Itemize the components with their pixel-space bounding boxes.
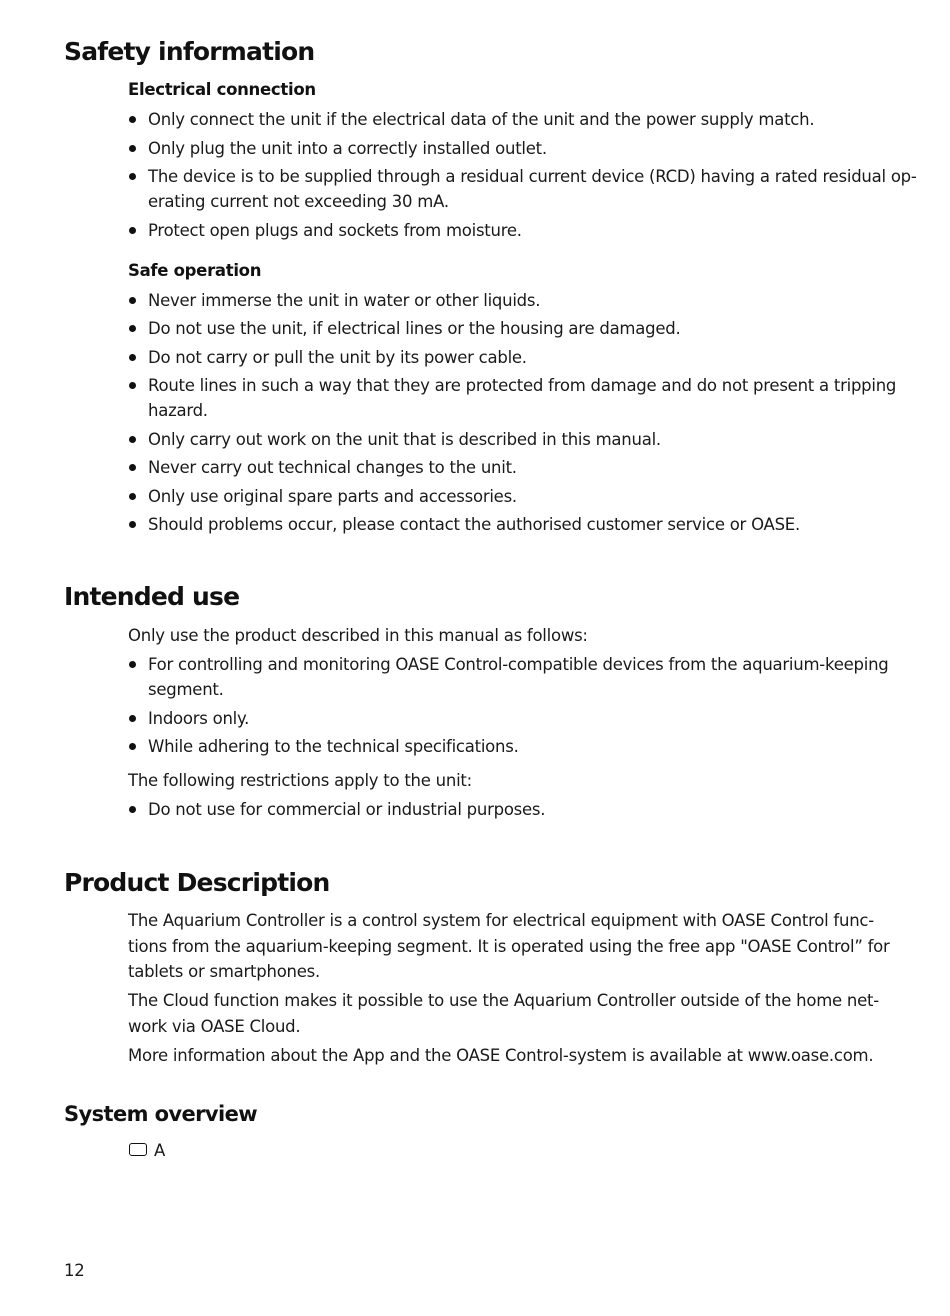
bullet-icon (129, 521, 136, 528)
bullet-icon (129, 325, 136, 332)
section-title-product-description: Product Description (64, 868, 330, 897)
bullet-icon (129, 743, 136, 750)
bullet-icon (129, 145, 136, 152)
bullet-icon (129, 354, 136, 361)
intended-use-intro: Only use the product described in this manual as follows: (128, 626, 588, 645)
product-description-paragraph-2: The Cloud function makes it possible to use the Aquarium Controller outside of the home net- work via OASE Cloud. (128, 991, 879, 1036)
bullet-icon (129, 464, 136, 471)
bullet-icon (129, 227, 136, 234)
bullet-icon (129, 715, 136, 722)
image-reference-icon (129, 1143, 147, 1156)
bullet-icon (129, 493, 136, 500)
restrictions-intro: The following restrictions apply to the unit: (128, 771, 472, 790)
bullet-icon (129, 382, 136, 389)
bullet-icon (129, 116, 136, 123)
bullet-icon (129, 661, 136, 668)
subsection-title-system-overview: System overview (64, 1102, 258, 1126)
bullet-icon (129, 806, 136, 813)
page-number: 12 (64, 1261, 85, 1280)
manual-page: Safety information Electrical connection Only connect the unit if the electrical data of the unit and the power supply match. Only plug the unit into a correctly installed outlet. The device is to be supplied through a residual current device (RCD) having a rated residual op- erating current not exceeding 30 mA. Protect open plugs and sockets from moisture. Safe operation Never immerse the unit in water or other liquids. Do not use the unit, if electrical lines or the housing are damaged. Do not carry or pull the unit by its power cable. Route lines in such a way that they are protected from damage and do not present a tripping hazard. Only carry out work on the unit that is described in this manual. Never carry out technical changes to the unit. Only use original spare parts and accessories. Should problems occur, please contact the authorised customer service or OASE. Intended use Only use the product described in this manual as follows: For controlling and monitoring OASE Control-compatible devices from the aquarium-keeping segment. Indoors only. While adhering to the technical specifications. The following restrictions apply to the unit: Do not use for commercial or industrial purposes. Product Description The Aquarium Controller is a control system for electrical equipment with OASE Control func- tions from the aquarium-keeping segment. It is operated using the free app "OASE Control” for tablets or smartphones. The Cloud function makes it possible to use the Aquarium Controller outside of the home net- work via OASE Cloud. More information about the App and the OASE Control-system is available at www.oase.com. System overview A 12 (64, 37, 917, 1280)
bullet-icon (129, 297, 136, 304)
section-title-intended-use: Intended use (64, 582, 240, 611)
product-description-paragraph-1: The Aquarium Controller is a control system for electrical equipment with OASE Control func- tions from the aquarium-keeping segment. It is operated using the free app "OASE Control” for tablets or smartphones. (128, 911, 890, 981)
product-description-paragraph-3: More information about the App and the OASE Control-system is available at www.oase.com. (128, 1046, 874, 1065)
subheading-electrical-connection: Electrical connection (128, 80, 316, 99)
subheading-safe-operation: Safe operation (128, 261, 262, 280)
section-title-safety: Safety information (64, 37, 315, 66)
bullet-icon (129, 173, 136, 180)
bullet-icon (129, 436, 136, 443)
